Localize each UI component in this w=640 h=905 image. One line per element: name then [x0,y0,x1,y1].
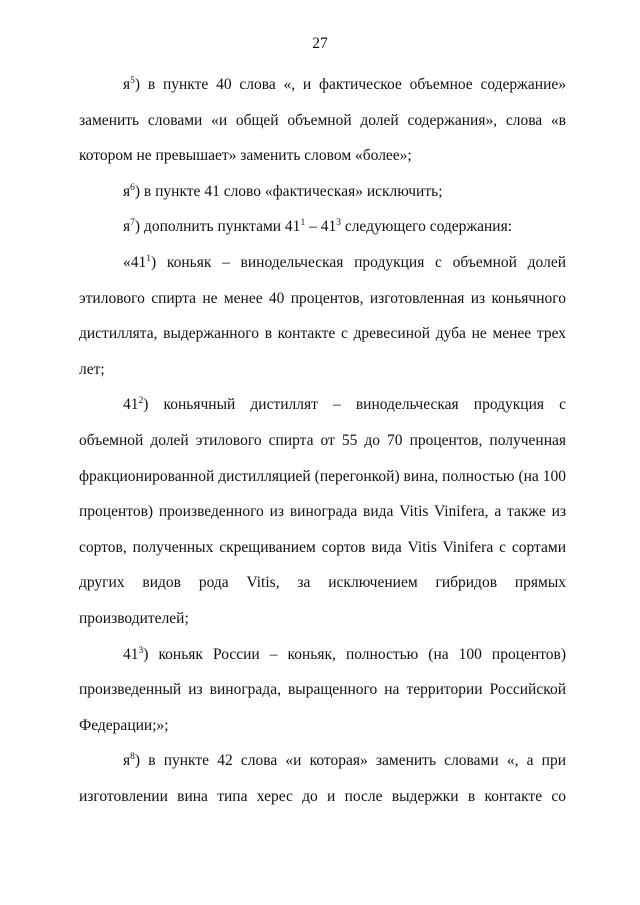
superscript: 1 [146,253,151,264]
paragraph-ya8 [79,743,566,814]
text-run: ) дополнить пунктами 41 [134,218,301,236]
superscript: 5 [130,76,135,86]
text-run: ) в пункте 40 слова «, и фактическое объемное содержание» заменить словами «и общей объемной долей содержания», слова «в котором не превышает» заменить словом «более»; [79,76,566,165]
superscript: 8 [130,752,135,763]
page-number: 27 [312,35,328,52]
paragraph-ya7 [79,209,566,245]
superscript: 1 [300,218,306,229]
text-run: ) в пункте 41 слово «фактическая» исключить; [134,182,443,200]
paragraph-p41-2 [79,387,566,636]
text-run: я [123,182,131,200]
text-run: ) коньяк России – коньяк, полностью (на 100 процентов) произведенный из винограда, выращенного на территории Российской Федерации;»; [79,645,566,734]
superscript: 3 [138,645,144,656]
superscript: 2 [138,396,144,407]
paragraph-p41-1 [79,245,566,387]
superscript: 7 [130,218,135,229]
text-run: – 41 [305,218,337,236]
paragraph-ya5 [79,67,566,174]
text-run: следующего содержания: [340,218,513,236]
paragraph-p41-3 [79,637,566,744]
text-run: ) коньяк – винодельческая продукция с объемной долей этилового спирта не менее 40 процентов, изготовленная из коньячного дистиллята, выдержанного в контакте с древесиной дуба не менее трех лет; [79,253,566,378]
document-body [79,67,566,814]
text-run: 41 [123,645,139,663]
text-run: я [123,752,131,770]
superscript: 6 [130,182,135,193]
text-run: я [123,76,131,93]
text-run: я [123,218,131,236]
text-run: 41 [123,396,139,414]
text-run: ) коньячный дистиллят – винодельческая продукция с объемной долей этилового спирта от 55 до 70 процентов, полученная фракционированной дистилляцией (перегонкой) вина, полностью (на 100 процентов) произведенного из винограда вида Vitis Vinifera, а также из сортов, полученных скрещиванием сортов вида Vitis Vinifera с сортами других видов рода Vitis, за исключением гибридов прямых производителей; [79,396,566,627]
text-run: «41 [123,253,147,271]
text-run: ) в пункте 42 слова «и которая» заменить словами «, а при изготовлении вина типа херес до и после выдержки в контакте со [79,752,566,805]
paragraph-ya6 [79,174,566,210]
superscript: 3 [336,218,341,229]
